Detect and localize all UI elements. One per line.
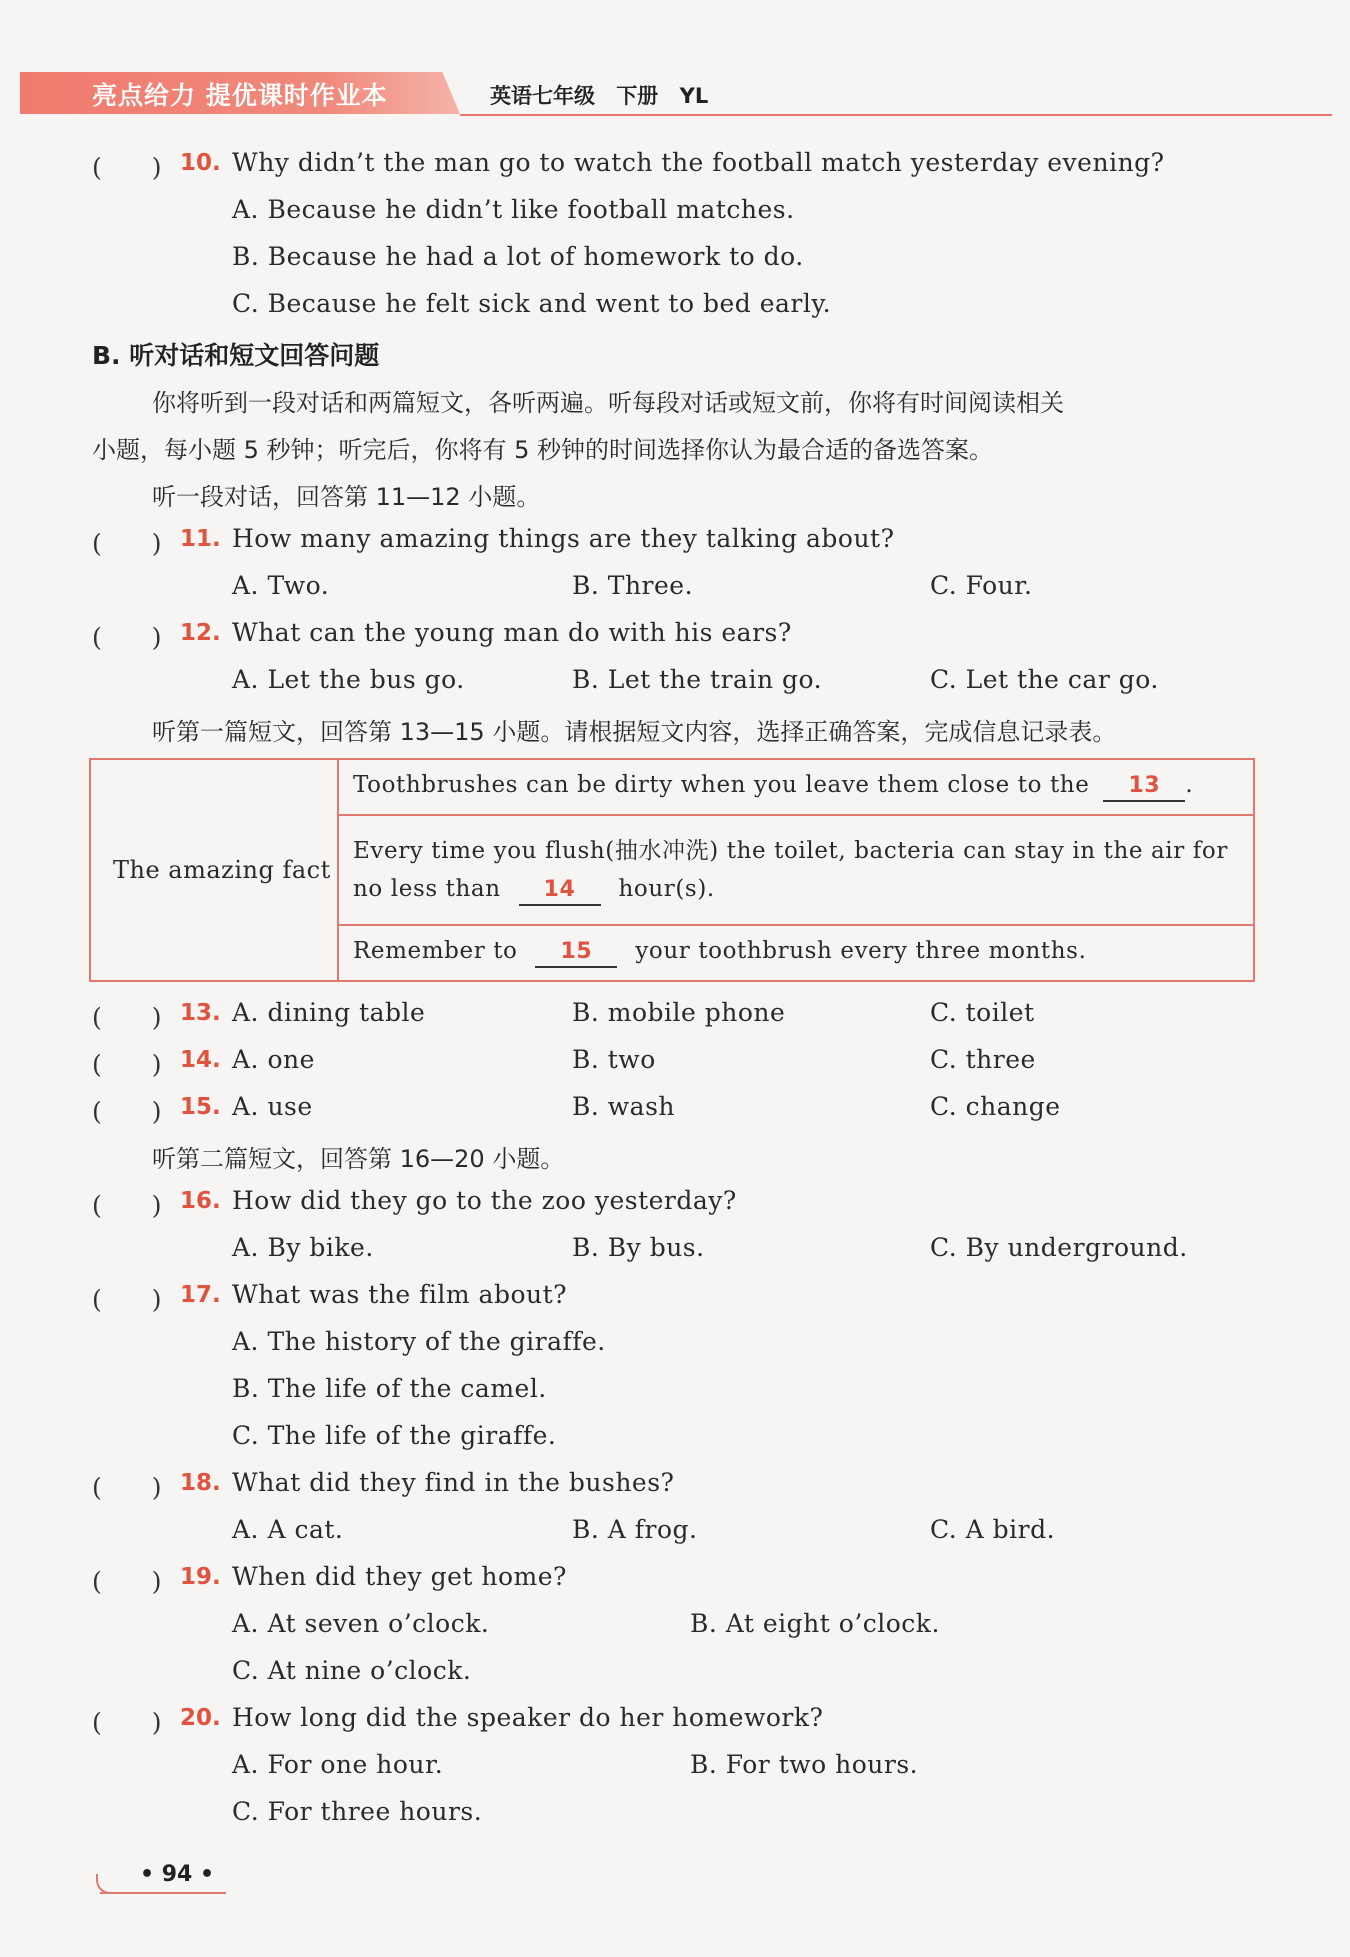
option-c: C. three: [930, 1045, 1036, 1074]
row2-end: hour(s).: [618, 876, 715, 902]
header-brand: 亮点给力 提优课时作业本: [92, 81, 388, 110]
option-b: B. Because he had a lot of homework to do.: [232, 242, 804, 271]
question-number: 18.: [180, 1470, 221, 1496]
option-a: A. Because he didn’t like football matches.: [232, 195, 795, 224]
option-c: C. change: [930, 1092, 1061, 1121]
option-c: C. Because he felt sick and went to bed early.: [232, 289, 832, 318]
passage1-note: 听第一篇短文，回答第 13—15 小题。请根据短文内容，选择正确答案，完成信息记录表。: [152, 718, 1117, 746]
row3-end: your toothbrush every three months.: [635, 938, 1087, 964]
row3-text: Remember to: [353, 938, 518, 964]
option-c: C. At nine o’clock.: [232, 1656, 472, 1685]
section-intro-line2: 小题，每小题 5 秒钟；听完后，你将有 5 秒钟的时间选择你认为最合适的备选答案。: [92, 436, 994, 464]
section-intro-line1: 你将听到一段对话和两篇短文，各听两遍。听每段对话或短文前，你将有时间阅读相关: [152, 389, 1064, 417]
question-number: 16.: [180, 1188, 221, 1214]
option-c: C. The life of the giraffe.: [232, 1421, 557, 1450]
option-a: A. A cat.: [232, 1515, 344, 1544]
option-a: A. At seven o’clock.: [232, 1609, 490, 1638]
table-row-3: [353, 938, 1087, 968]
table-row-2-line1: Every time you flush(抽水冲洗) the toilet, bacteria can stay in the air for: [353, 838, 1228, 864]
option-b: B. Let the train go.: [572, 665, 823, 694]
answer-bracket[interactable]: ( ): [92, 1708, 162, 1737]
answer-bracket[interactable]: ( ): [92, 153, 162, 182]
option-b: B. two: [572, 1045, 656, 1074]
blank-13[interactable]: 13: [1103, 772, 1185, 802]
answer-bracket[interactable]: ( ): [92, 1567, 162, 1596]
option-c: C. By underground.: [930, 1233, 1188, 1262]
row1-end: .: [1185, 772, 1194, 798]
question-stem: How many amazing things are they talking about?: [232, 524, 895, 553]
info-record-table: [89, 758, 1255, 982]
table-divider: [337, 814, 1253, 816]
question-number: 10.: [180, 150, 221, 176]
table-label: The amazing fact: [113, 856, 331, 884]
passage2-note: 听第二篇短文，回答第 16—20 小题。: [152, 1145, 565, 1173]
table-row-2-line2: [353, 876, 715, 906]
answer-bracket[interactable]: ( ): [92, 1473, 162, 1502]
option-a: A. dining table: [232, 998, 426, 1027]
option-c: C. Four.: [930, 571, 1033, 600]
answer-bracket[interactable]: ( ): [92, 1050, 162, 1079]
question-number: 11.: [180, 526, 221, 552]
question-number: 20.: [180, 1705, 221, 1731]
blank-15[interactable]: 15: [535, 938, 617, 968]
answer-bracket[interactable]: ( ): [92, 1191, 162, 1220]
option-b: B. By bus.: [572, 1233, 705, 1262]
option-c: C. For three hours.: [232, 1797, 483, 1826]
option-c: C. Let the car go.: [930, 665, 1159, 694]
option-b: B. The life of the camel.: [232, 1374, 547, 1403]
footer-rule: [100, 1892, 226, 1894]
option-b: B. wash: [572, 1092, 675, 1121]
question-number: 12.: [180, 620, 221, 646]
table-divider: [337, 760, 339, 980]
option-c: C. toilet: [930, 998, 1035, 1027]
option-b: B. A frog.: [572, 1515, 698, 1544]
option-b: B. For two hours.: [690, 1750, 919, 1779]
answer-bracket[interactable]: ( ): [92, 1285, 162, 1314]
question-stem: When did they get home?: [232, 1562, 567, 1591]
question-stem: How did they go to the zoo yesterday?: [232, 1186, 737, 1215]
option-b: B. Three.: [572, 571, 694, 600]
option-b: B. At eight o’clock.: [690, 1609, 940, 1638]
question-stem: Why didn’t the man go to watch the football match yesterday evening?: [232, 148, 1165, 177]
question-stem: What was the film about?: [232, 1280, 568, 1309]
option-a: A. For one hour.: [232, 1750, 444, 1779]
footer-ornament: [96, 1874, 124, 1894]
section-title: B. 听对话和短文回答问题: [92, 341, 380, 370]
table-divider: [337, 924, 1253, 926]
dialog-note: 听一段对话，回答第 11—12 小题。: [152, 483, 541, 511]
option-c: C. A bird.: [930, 1515, 1056, 1544]
option-a: A. The history of the giraffe.: [232, 1327, 606, 1356]
question-number: 19.: [180, 1564, 221, 1590]
option-b: B. mobile phone: [572, 998, 786, 1027]
question-number: 17.: [180, 1282, 221, 1308]
option-a: A. Two.: [232, 571, 330, 600]
option-a: A. Let the bus go.: [232, 665, 465, 694]
blank-14[interactable]: 14: [519, 876, 601, 906]
answer-bracket[interactable]: ( ): [92, 623, 162, 652]
option-a: A. one: [232, 1045, 315, 1074]
option-a: A. By bike.: [232, 1233, 374, 1262]
page-number: • 94 •: [140, 1862, 215, 1887]
answer-bracket[interactable]: ( ): [92, 1097, 162, 1126]
row2-text: no less than: [353, 876, 501, 902]
answer-bracket[interactable]: ( ): [92, 529, 162, 558]
question-stem: How long did the speaker do her homework?: [232, 1703, 824, 1732]
question-stem: What can the young man do with his ears?: [232, 618, 792, 647]
table-row-1: [353, 772, 1193, 802]
question-stem: What did they find in the bushes?: [232, 1468, 675, 1497]
row1-text: Toothbrushes can be dirty when you leave them close to the: [353, 772, 1090, 798]
question-number: 13.: [180, 1000, 221, 1026]
question-number: 14.: [180, 1047, 221, 1073]
question-number: 15.: [180, 1094, 221, 1120]
answer-bracket[interactable]: ( ): [92, 1003, 162, 1032]
header-meta: 英语七年级 下册 YL: [490, 84, 709, 108]
header-rule: [460, 114, 1332, 116]
option-a: A. use: [232, 1092, 313, 1121]
